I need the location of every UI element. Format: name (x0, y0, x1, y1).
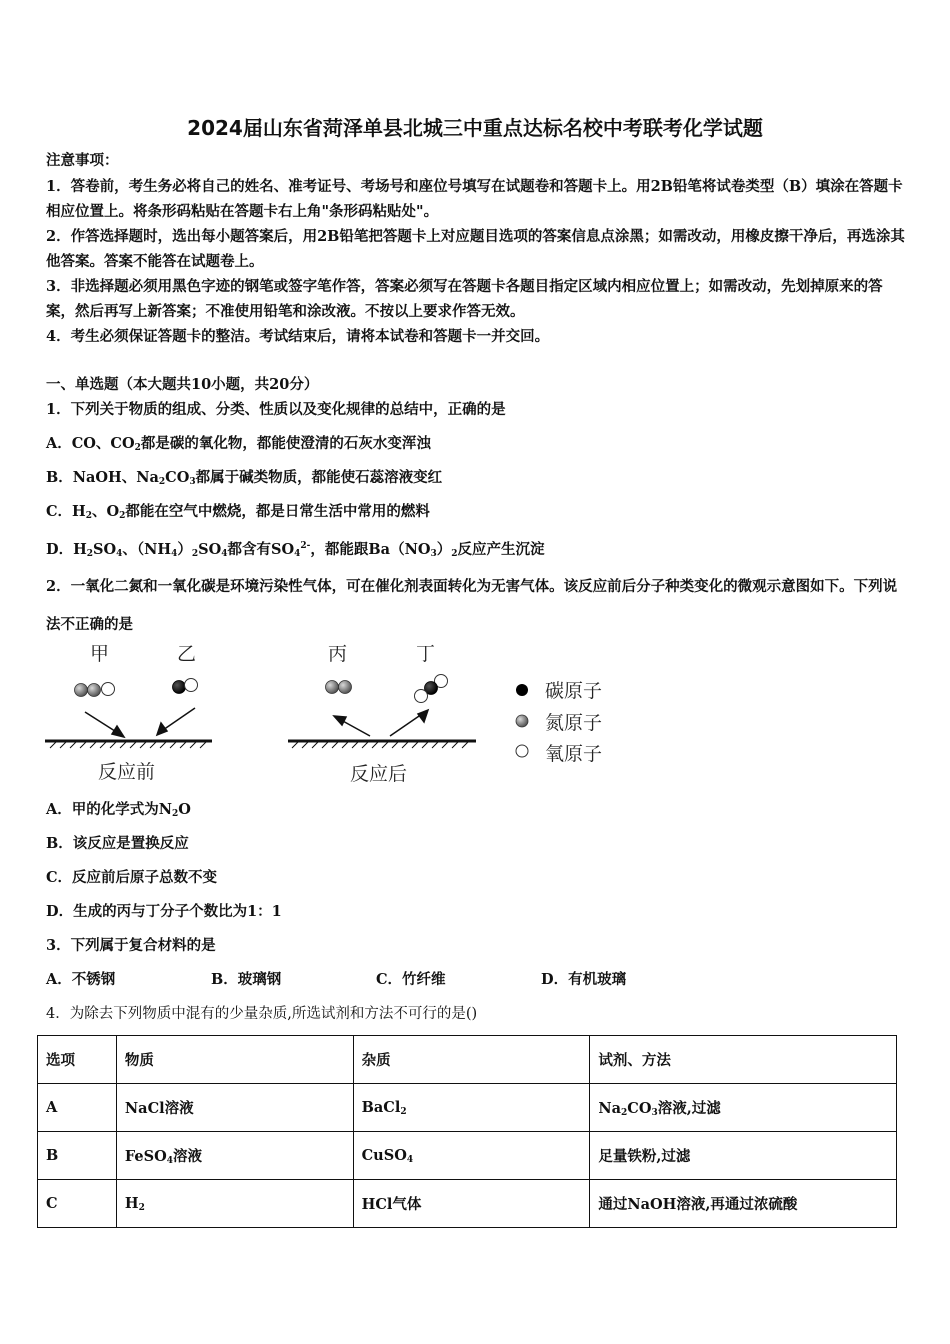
q2-a-sub-1: 2 (172, 809, 179, 819)
label-ding: 丁 (416, 643, 436, 665)
q1-d-sup-6: 2- (300, 541, 311, 551)
row-a-method (590, 1084, 897, 1132)
q1-d-sub-4: 2 (191, 549, 199, 559)
row-c-impurity-text: HCl气体 (361, 1196, 422, 1213)
row-b-impurity (353, 1132, 590, 1180)
q2-stem: 2．一氧化二氮和一氧化碳是环境污染性气体，可在催化剂表面转化为无害气体。该反应前后分子种类变化的微观示意图如下。下列说法不正确的是 (46, 578, 898, 633)
q1-d-text-3: 、（NH (122, 541, 172, 558)
header-impurity: 杂质 (353, 1036, 590, 1084)
header-method: 试剂、方法 (590, 1036, 897, 1084)
row-b-substance-text-1: FeSO (124, 1148, 167, 1165)
table-row (38, 1084, 897, 1132)
row-b-method (590, 1132, 897, 1180)
q4-table (37, 1035, 897, 1228)
label-after: 反应后 (350, 763, 408, 785)
q1-b-sub-1: 2 (158, 477, 166, 487)
q1-option-a (46, 434, 431, 458)
row-a-method-sub-1: 2 (621, 1108, 628, 1118)
q1-d-sub-7: 3 (430, 549, 437, 559)
q1-d-text-6: 都含有SO (227, 541, 295, 558)
label-yi: 乙 (177, 643, 197, 665)
q2-option-d: D．生成的丙与丁分子个数比为1：1 (46, 903, 282, 920)
q1-b-sub-2: 3 (189, 477, 196, 487)
q3-stem: 3．下列属于复合材料的是 (46, 937, 216, 954)
row-a-impurity-text: BaCl (361, 1098, 401, 1116)
reaction-diagram (40, 640, 640, 795)
q1-c-sub-2: 2 (119, 511, 126, 521)
page-title: 2024届山东省菏泽单县北城三中重点达标名校中考联考化学试题 (187, 116, 763, 140)
table-row (38, 1180, 897, 1228)
molecule-bing (326, 681, 352, 694)
q1-b-text-2: CO (165, 469, 190, 486)
q1-c-text-1: C．H (46, 503, 86, 520)
label-before: 反应前 (98, 761, 156, 783)
q1-c-text-2: 、O (92, 503, 120, 520)
arrows-before (85, 708, 195, 737)
q2-option-b: B．该反应是置换反应 (46, 835, 189, 852)
q1-d-text-1: D．H (46, 541, 87, 558)
notice-item-2: 2．作答选择题时，选出每小题答案后，用2B铅笔把答题卡上对应题目选项的答案信息点涂黑；如需改动，用橡皮擦干净后，再选涂其他答案。答案不能答在试题卷上。 (46, 228, 905, 270)
row-a-substance (116, 1084, 353, 1132)
row-a-method-text-2: CO (627, 1100, 652, 1117)
section-heading: 一、单选题（本大题共10小题，共20分） (46, 376, 319, 393)
legend-carbon: 碳原子 (545, 680, 603, 702)
surface-before (45, 741, 212, 748)
q1-d-sub-2: 4 (116, 549, 123, 559)
row-c-substance-sub: 2 (138, 1202, 145, 1213)
q2-option-c: C．反应前后原子总数不变 (46, 869, 218, 886)
label-bing: 丙 (328, 643, 348, 665)
q1-b-text-3: 都属于碱类物质，都能使石蕊溶液变红 (195, 469, 443, 486)
q1-option-c (46, 502, 430, 526)
row-b-substance-sub: 4 (166, 1156, 174, 1166)
row-b-substance-text-2: 溶液 (173, 1148, 203, 1165)
row-a-impurity (353, 1084, 590, 1132)
q1-d-sub-6: 4 (294, 549, 301, 559)
molecule-ding (415, 675, 448, 703)
row-b-substance (116, 1132, 353, 1180)
legend (516, 680, 602, 765)
q2-a-text-2: O (178, 801, 191, 818)
q1-d-text-4: ） (177, 541, 192, 558)
q1-option-b (46, 468, 442, 492)
row-a-method-sub-2: 3 (651, 1108, 658, 1118)
surface-after (288, 741, 476, 748)
row-c-substance (116, 1180, 353, 1228)
q1-d-text-9: 反应产生沉淀 (457, 541, 545, 558)
q3-option-a: A．不锈钢 (46, 971, 116, 988)
row-b-impurity-text: CuSO (361, 1146, 407, 1164)
q1-d-sub-1: 2 (86, 549, 94, 559)
table-header-row (38, 1036, 897, 1084)
legend-nitrogen: 氮原子 (545, 712, 603, 734)
row-c-impurity (353, 1180, 590, 1228)
row-b-impurity-sub: 4 (406, 1154, 414, 1165)
table-row (38, 1132, 897, 1180)
row-a-impurity-sub: 2 (400, 1106, 407, 1117)
legend-oxygen: 氧原子 (545, 743, 603, 765)
q3-option-d: D．有机玻璃 (541, 971, 627, 988)
header-option: 选项 (38, 1036, 117, 1084)
q1-b-text-1: B．NaOH、Na (46, 469, 159, 486)
row-a-substance-text: NaCl溶液 (124, 1100, 194, 1117)
legend-oxygen-dot (516, 745, 528, 757)
q1-a-sub-1: 2 (134, 443, 141, 453)
row-a-option: A (38, 1084, 117, 1132)
molecule-jia (75, 683, 115, 697)
q1-a-text-1: A．CO、CO (46, 435, 135, 452)
arrows-after (334, 710, 428, 736)
q1-option-d (46, 536, 545, 564)
row-b-method-text: 足量铁粉,过滤 (598, 1148, 691, 1165)
row-c-substance-text: H (124, 1194, 139, 1212)
molecule-yi (173, 679, 198, 694)
q3-option-b: B．玻璃钢 (211, 971, 282, 988)
q1-a-text-2: 都是碳的氧化物，都能使澄清的石灰水变浑浊 (140, 435, 431, 452)
row-c-option: C (38, 1180, 117, 1228)
label-jia: 甲 (90, 643, 110, 665)
q3-option-c: C．竹纤维 (376, 971, 446, 988)
q1-d-text-5: SO (198, 541, 222, 558)
q1-d-sub-3: 4 (171, 549, 178, 559)
notice-item-4: 4．考生必须保证答题卡的整洁。考试结束后，请将本试卷和答题卡一并交回。 (46, 328, 550, 345)
q1-d-text-7: ，都能跟Ba（NO (310, 541, 431, 558)
q1-d-sub-8: 2 (451, 549, 458, 559)
q2-a-text-1: A．甲的化学式为N (46, 801, 173, 818)
row-a-method-text-3: 溶液,过滤 (657, 1100, 721, 1117)
legend-carbon-dot (516, 684, 528, 696)
q1-d-text-8: ） (436, 541, 452, 558)
legend-nitrogen-dot (516, 715, 528, 727)
q1-c-sub-1: 2 (85, 511, 93, 521)
row-b-option: B (38, 1132, 117, 1180)
row-c-method-text: 通过NaOH溶液,再通过浓硫酸 (598, 1196, 798, 1213)
q1-d-sub-5: 4 (221, 549, 228, 559)
q1-stem: 1．下列关于物质的组成、分类、性质以及变化规律的总结中，正确的是 (46, 401, 506, 418)
row-c-method (590, 1180, 897, 1228)
notice-heading: 注意事项： (46, 152, 119, 169)
q1-c-text-3: 都能在空气中燃烧，都是日常生活中常用的燃料 (125, 503, 430, 520)
notice-item-1: 1．答卷前，考生务必将自己的姓名、准考证号、考场号和座位号填写在试题卷和答题卡上。用2B铅笔将试卷类型（B）填涂在答题卡相应位置上。将条形码粘贴在答题卡右上角"条形码粘贴处"。 (46, 178, 903, 220)
q1-d-text-2: SO (93, 541, 117, 558)
q4-stem: 4．为除去下列物质中混有的少量杂质,所选试剂和方法不可行的是() (46, 1006, 478, 1022)
notice-item-3: 3．非选择题必须用黑色字迹的钢笔或签字笔作答，答案必须写在答题卡各题目指定区域内相应位置上；如需改动，先划掉原来的答案，然后再写上新答案；不准使用铅笔和涂改液。不按以上要求作答无效。 (46, 278, 883, 320)
q2-option-a (46, 800, 191, 824)
header-substance: 物质 (116, 1036, 353, 1084)
row-a-method-text-1: Na (598, 1100, 622, 1117)
